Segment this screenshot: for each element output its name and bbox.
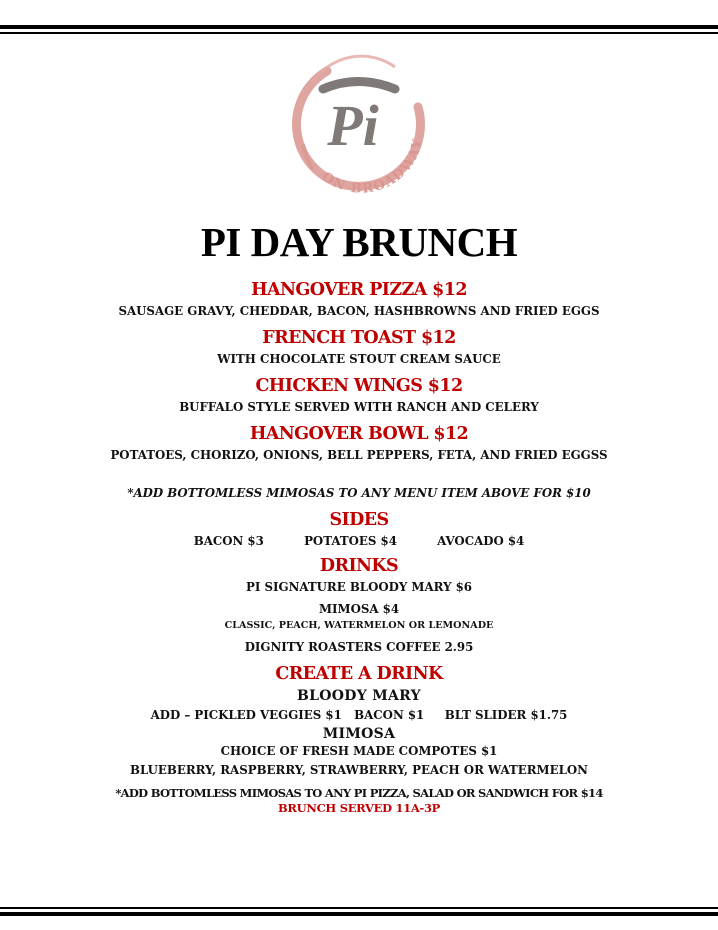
bottom-border-rule <box>0 907 718 916</box>
side-item: AVOCADO $4 <box>437 534 525 548</box>
side-item: BACON $3 <box>193 534 264 548</box>
top-border-rule <box>0 25 718 34</box>
drinks-heading: DRINKS <box>319 556 399 576</box>
logo-main-text: Pi <box>327 93 379 158</box>
drink-coffee: DIGNITY ROASTERS COFFEE 2.95 <box>244 640 474 654</box>
menu-item-name: FRENCH TOAST $12 <box>262 328 456 348</box>
mimosa-flavors: CLASSIC, PEACH, WATERMELON OR LEMONADE <box>224 620 494 631</box>
compotes-line: CHOICE OF FRESH MADE COMPOTES $1 <box>220 744 498 758</box>
create-bloody-label: BLOODY MARY <box>297 688 421 704</box>
sides-list <box>0 534 718 548</box>
page-title: PI DAY BRUNCH <box>200 219 518 265</box>
menu-item-desc: WITH CHOCOLATE STOUT CREAM SAUCE <box>217 352 501 366</box>
drink-mimosa: MIMOSA $4 <box>318 602 400 616</box>
menu-item-name: HANGOVER BOWL $12 <box>249 424 469 444</box>
menu-item-name: HANGOVER PIZZA $12 <box>251 280 467 300</box>
logo-arc-text: ON BROADWAY <box>319 136 427 197</box>
menu-item-desc: POTATOES, CHORIZO, ONIONS, BELL PEPPERS, FETA, AND FRIED EGGSS <box>110 448 608 462</box>
menu-item-desc: BUFFALO STYLE SERVED WITH RANCH AND CELERY <box>179 400 539 414</box>
create-drink-heading: CREATE A DRINK <box>275 664 443 684</box>
bloody-addons: ADD – PICKLED VEGGIES $1 BACON $1 BLT SLIDER $1.75 <box>150 708 568 722</box>
side-item: POTATOES $4 <box>304 534 397 548</box>
menu-item-name: CHICKEN WINGS $12 <box>255 376 463 396</box>
pi-on-broadway-logo <box>283 49 433 199</box>
sides-heading: SIDES <box>329 510 389 530</box>
mimosa-note: *ADD BOTTOMLESS MIMOSAS TO ANY MENU ITEM ABOVE FOR $10 <box>127 486 591 500</box>
create-mimosa-label: MIMOSA <box>322 726 396 742</box>
footer-note: *ADD BOTTOMLESS MIMOSAS TO ANY PI PIZZA, SALAD OR SANDWICH FOR $14 <box>115 786 603 800</box>
menu-item-desc: SAUSAGE GRAVY, CHEDDAR, BACON, HASHBROWNS AND FRIED EGGS <box>118 304 600 318</box>
brunch-hours: BRUNCH SERVED 11A-3P <box>277 801 441 815</box>
compote-flavors: BLUEBERRY, RASPBERRY, STRAWBERRY, PEACH OR WATERMELON <box>130 763 588 777</box>
drink-bloody-mary: PI SIGNATURE BLOODY MARY $6 <box>245 580 473 594</box>
